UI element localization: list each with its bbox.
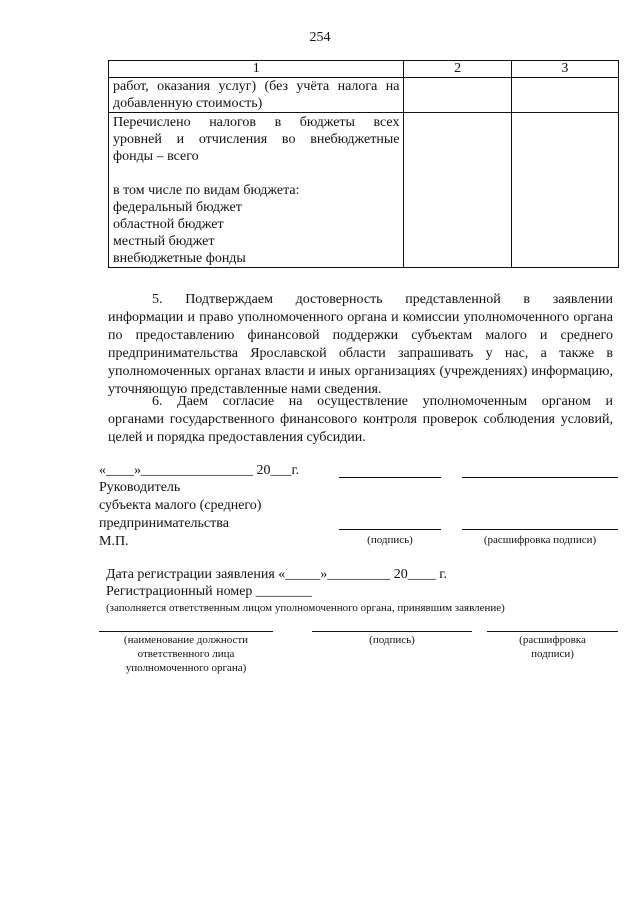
cell-line: фонды – всего (113, 149, 199, 164)
stamp-place: М.П. (99, 534, 129, 549)
cell-line: внебюджетные фонды (113, 251, 246, 266)
caption-position: (наименование должности ответственного лица уполномоченного органа) (123, 634, 249, 674)
cell-line: добавленную стоимость) (113, 96, 263, 111)
cell-line: в том числе по видам бюджета: (113, 183, 300, 198)
caption-decoding: (расшифровка подписи) (483, 534, 597, 546)
paragraph-5-text: информации и право уполномоченного органа и комиссии уполномоченного органа по предоставлению финансовой поддержки субъектам малого и среднего предпринимательства Ярославской области запрашивать у нас, а также в уполномоченных органах власти и иных организациях (учреждениях) информацию, уточняющую представленные нами сведения. (108, 310, 613, 397)
head-title-line: предпринимательства (99, 516, 229, 531)
table-header-cell: 3 (511, 61, 618, 78)
registration-number: Регистрационный номер ________ (106, 584, 312, 599)
caption-signature: (подпись) (367, 534, 413, 546)
table-cell-value (511, 113, 618, 268)
table-cell-value (511, 78, 618, 113)
signature-date-line: «____»________________ 20___г. (99, 463, 300, 478)
cell-blank-line (113, 165, 399, 182)
decoding-line (462, 477, 618, 478)
signature-line (339, 477, 441, 478)
table-header-cell: 1 (109, 61, 404, 78)
table-cell-value (404, 113, 511, 268)
position-line (99, 631, 273, 632)
caption-signature: (подпись) (369, 634, 415, 646)
head-title-line: Руководитель (99, 480, 181, 495)
table-cell-label (109, 113, 404, 268)
table-cell-value (404, 78, 511, 113)
decoding-line (487, 631, 618, 632)
table-cell-label (109, 78, 404, 113)
cell-line: областной бюджет (113, 217, 224, 232)
paragraph-6-first-line: 6. Даем согласие на осуществление уполномоченным органом и (152, 394, 613, 409)
cell-line: уровней и отчисления во внебюджетные (113, 132, 400, 147)
registration-note: (заполняется ответственным лицом уполномоченного органа, принявшим заявление) (106, 602, 505, 614)
table-row (109, 113, 619, 268)
caption-decoding: (расшифровка подписи) (519, 634, 586, 660)
table-header-cell: 2 (404, 61, 511, 78)
page-number: 254 (309, 30, 331, 45)
paragraph-6-text: органами государственного финансового контроля проверок соблюдения условий, целей и порядка предоставления субсидии. (108, 412, 613, 445)
paragraph-6 (108, 393, 613, 447)
cell-line: местный бюджет (113, 234, 215, 249)
paragraph-5-first-line: 5. Подтверждаем достоверность представленной в заявлении (152, 292, 613, 307)
cell-line: Перечислено налогов в бюджеты всех (113, 115, 400, 130)
table-row (109, 78, 619, 113)
registration-date: Дата регистрации заявления «_____»_________ 20____ г. (106, 567, 447, 582)
signature-line (312, 631, 472, 632)
table-header-row (109, 61, 619, 78)
paragraph-5 (108, 291, 613, 399)
decoding-line (462, 529, 618, 530)
financial-table (108, 60, 619, 268)
cell-line: работ, оказания услуг) (без учёта налога на (113, 79, 400, 94)
signature-line (339, 529, 441, 530)
cell-line: федеральный бюджет (113, 200, 242, 215)
head-title-line: субъекта малого (среднего) (99, 498, 262, 513)
